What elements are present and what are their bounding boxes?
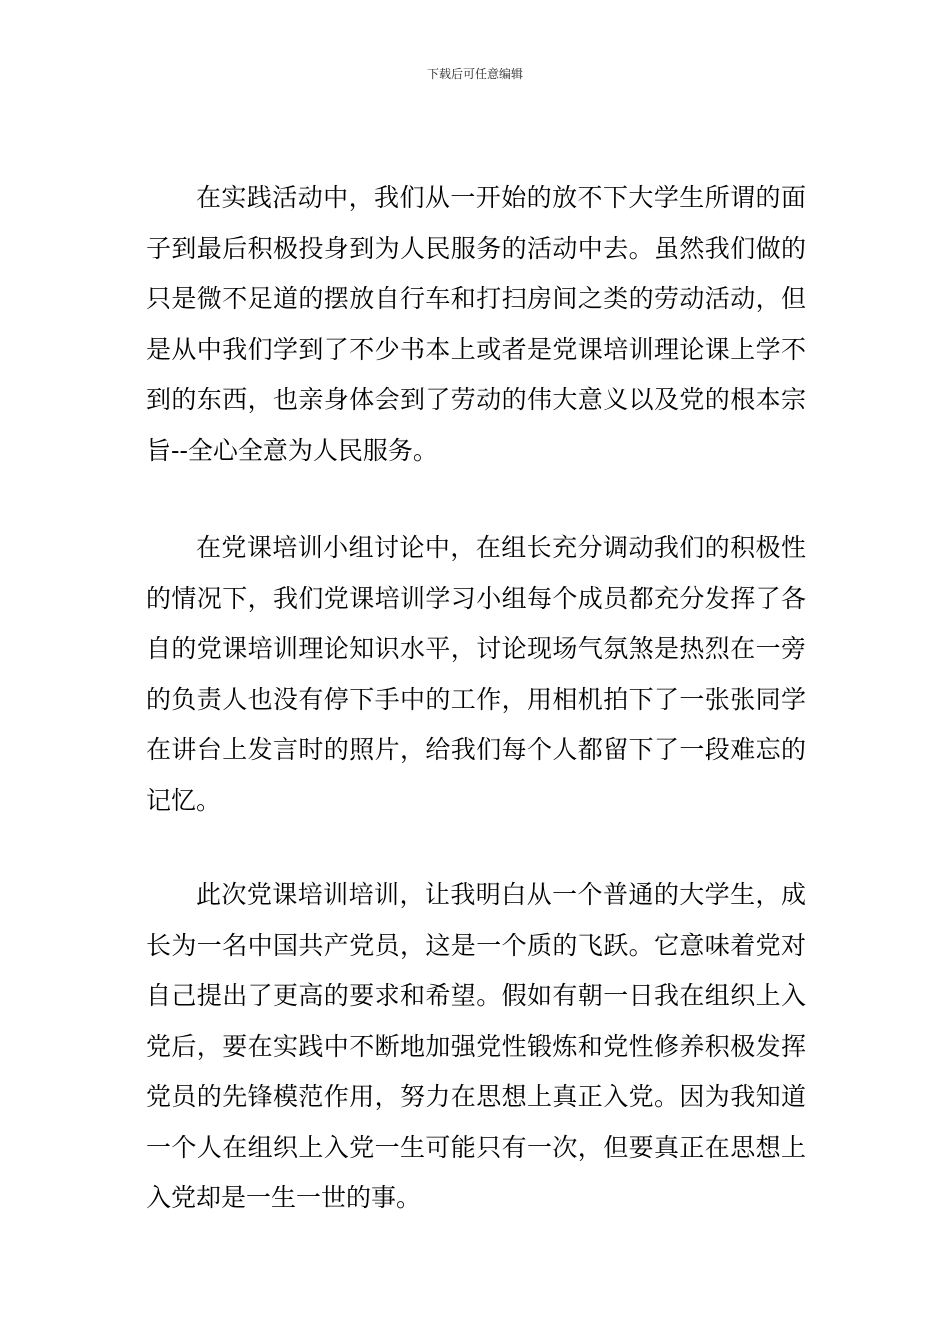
paragraph: 在党课培训小组讨论中，在组长充分调动我们的积极性的情况下，我们党课培训学习小组每个成员都充分发挥了各自的党课培训理论知识水平，讨论现场气氛煞是热烈在一旁的负责人也没有停下手中的工作，用相机拍下了一张张同学在讲台上发言时的照片，给我们每个人都留下了一段难忘的记忆。 bbox=[146, 533, 806, 815]
page-header: 下载后可任意编辑 bbox=[426, 67, 523, 81]
paragraph: 此次党课培训培训，让我明白从一个普通的大学生，成长为一名中国共产党员，这是一个质的飞跃。它意味着党对自己提出了更高的要求和希望。假如有朝一日我在组织上入党后，要在实践中不断地加强党性锻炼和党性修养积极发挥党员的先锋模范作用，努力在思想上真正入党。因为我知道一个人在组织上入党一生可能只有一次，但要真正在思想上入党却是一生一世的事。 bbox=[146, 880, 806, 1212]
paragraph: 在实践活动中，我们从一开始的放不下大学生所谓的面子到最后积极投身到为人民服务的活动中去。虽然我们做的只是微不足道的摆放自行车和打扫房间之类的劳动活动，但是从中我们学到了不少书本上或者是党课培训理论课上学不到的东西，也亲身体会到了劳动的伟大意义以及党的根本宗旨--全心全意为人民服务。 bbox=[146, 183, 806, 465]
